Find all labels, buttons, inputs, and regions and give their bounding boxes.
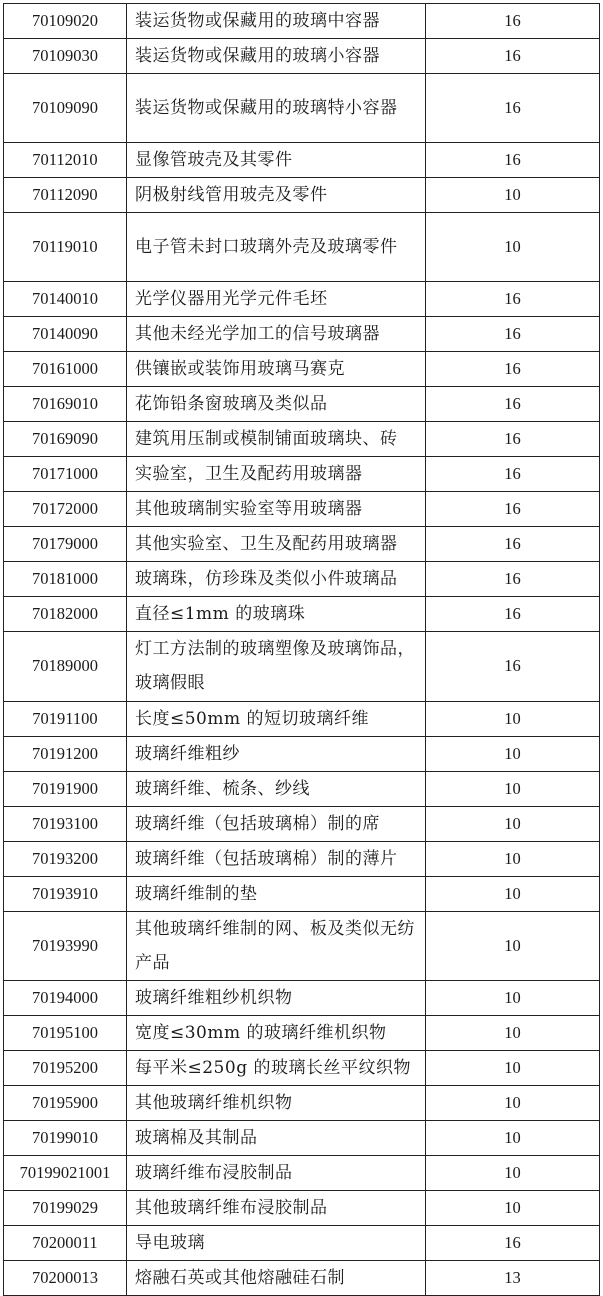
table-row [4,876,600,911]
rate-cell: 10 [426,701,600,736]
rate-cell: 16 [426,1225,600,1260]
rate-cell: 10 [426,771,600,806]
hs-code-cell: 70112090 [4,178,127,213]
table-row [4,422,600,457]
table-row [4,911,600,980]
hs-code-cell: 70179000 [4,527,127,562]
table-row [4,771,600,806]
rate-cell: 16 [426,74,600,143]
tariff-table [3,3,600,1296]
table-row [4,701,600,736]
description-cell: 玻璃纤维制的垫 [127,876,426,911]
rate-cell: 10 [426,1120,600,1155]
hs-code-cell: 70195900 [4,1085,127,1120]
rate-cell: 16 [426,597,600,632]
table-row [4,1155,600,1190]
table-row [4,980,600,1015]
table-row [4,597,600,632]
hs-code-cell: 70140090 [4,317,127,352]
rate-cell: 10 [426,876,600,911]
table-row [4,1225,600,1260]
hs-code-cell: 70193990 [4,911,127,980]
rate-cell: 10 [426,980,600,1015]
hs-code-cell: 70181000 [4,562,127,597]
hs-code-cell: 70109090 [4,74,127,143]
description-cell: 显像管玻壳及其零件 [127,143,426,178]
hs-code-cell: 70199010 [4,1120,127,1155]
rate-cell: 16 [426,457,600,492]
rate-cell: 16 [426,143,600,178]
description-cell: 灯工方法制的玻璃塑像及玻璃饰品，玻璃假眼 [127,632,426,701]
rate-cell: 10 [426,1085,600,1120]
table-row [4,387,600,422]
description-cell: 光学仪器用光学元件毛坯 [127,282,426,317]
rate-cell: 16 [426,352,600,387]
description-cell: 花饰铅条窗玻璃及类似品 [127,387,426,422]
description-cell: 宽度≤30mm 的玻璃纤维机织物 [127,1015,426,1050]
rate-cell: 16 [426,317,600,352]
table-row [4,632,600,701]
description-cell: 每平米≤250g 的玻璃长丝平纹织物 [127,1050,426,1085]
table-row [4,213,600,282]
rate-cell: 16 [426,387,600,422]
rate-cell: 10 [426,736,600,771]
description-cell: 玻璃纤维布浸胶制品 [127,1155,426,1190]
rate-cell: 16 [426,39,600,74]
rate-cell: 10 [426,1050,600,1085]
description-cell: 其他未经光学加工的信号玻璃器 [127,317,426,352]
description-cell: 装运货物或保藏用的玻璃小容器 [127,39,426,74]
description-cell: 玻璃棉及其制品 [127,1120,426,1155]
hs-code-cell: 70189000 [4,632,127,701]
description-cell: 其他玻璃纤维机织物 [127,1085,426,1120]
table-row [4,1260,600,1295]
description-cell: 长度≤50mm 的短切玻璃纤维 [127,701,426,736]
description-cell: 玻璃纤维粗纱 [127,736,426,771]
rate-cell: 10 [426,1015,600,1050]
rate-cell: 10 [426,213,600,282]
table-row [4,527,600,562]
hs-code-cell: 70193910 [4,876,127,911]
description-cell: 玻璃纤维（包括玻璃棉）制的席 [127,806,426,841]
hs-code-cell: 70200011 [4,1225,127,1260]
description-cell: 电子管未封口玻璃外壳及玻璃零件 [127,213,426,282]
hs-code-cell: 70191200 [4,736,127,771]
rate-cell: 10 [426,178,600,213]
description-cell: 玻璃珠，仿珍珠及类似小件玻璃品 [127,562,426,597]
hs-code-cell: 70169010 [4,387,127,422]
description-cell: 其他实验室、卫生及配药用玻璃器 [127,527,426,562]
rate-cell: 13 [426,1260,600,1295]
table-row [4,1190,600,1225]
rate-cell: 10 [426,806,600,841]
description-cell: 供镶嵌或装饰用玻璃马赛克 [127,352,426,387]
description-cell: 熔融石英或其他熔融硅石制 [127,1260,426,1295]
hs-code-cell: 70171000 [4,457,127,492]
rate-cell: 10 [426,1190,600,1225]
hs-code-cell: 70119010 [4,213,127,282]
description-cell: 装运货物或保藏用的玻璃特小容器 [127,74,426,143]
rate-cell: 16 [426,4,600,39]
description-cell: 导电玻璃 [127,1225,426,1260]
table-row [4,178,600,213]
hs-code-cell: 70161000 [4,352,127,387]
rate-cell: 16 [426,282,600,317]
description-cell: 直径≤1mm 的玻璃珠 [127,597,426,632]
description-cell: 建筑用压制或模制铺面玻璃块、砖 [127,422,426,457]
hs-code-cell: 70169090 [4,422,127,457]
hs-code-cell: 70199029 [4,1190,127,1225]
table-row [4,1120,600,1155]
table-row [4,736,600,771]
hs-code-cell: 70194000 [4,980,127,1015]
description-cell: 玻璃纤维、梳条、纱线 [127,771,426,806]
table-row [4,1050,600,1085]
hs-code-cell: 70112010 [4,143,127,178]
table-row [4,4,600,39]
table-row [4,352,600,387]
rate-cell: 16 [426,527,600,562]
table-row [4,143,600,178]
rate-cell: 16 [426,422,600,457]
description-cell: 实验室，卫生及配药用玻璃器 [127,457,426,492]
hs-code-cell: 70199021001 [4,1155,127,1190]
description-cell: 其他玻璃纤维布浸胶制品 [127,1190,426,1225]
hs-code-cell: 70191900 [4,771,127,806]
hs-code-cell: 70195200 [4,1050,127,1085]
description-cell: 其他玻璃纤维制的网、板及类似无纺产品 [127,911,426,980]
table-row [4,492,600,527]
description-cell: 阴极射线管用玻壳及零件 [127,178,426,213]
table-row [4,317,600,352]
table-row [4,74,600,143]
hs-code-cell: 70140010 [4,282,127,317]
rate-cell: 16 [426,562,600,597]
table-row [4,841,600,876]
rate-cell: 10 [426,1155,600,1190]
table-row [4,806,600,841]
hs-code-cell: 70200013 [4,1260,127,1295]
hs-code-cell: 70193200 [4,841,127,876]
hs-code-cell: 70191100 [4,701,127,736]
table-row [4,282,600,317]
rate-cell: 10 [426,911,600,980]
description-cell: 玻璃纤维粗纱机织物 [127,980,426,1015]
hs-code-cell: 70172000 [4,492,127,527]
description-cell: 装运货物或保藏用的玻璃中容器 [127,4,426,39]
table-row [4,1085,600,1120]
table-row [4,39,600,74]
hs-code-cell: 70193100 [4,806,127,841]
hs-code-cell: 70109030 [4,39,127,74]
rate-cell: 16 [426,632,600,701]
hs-code-cell: 70182000 [4,597,127,632]
tariff-table-body [4,4,600,1296]
hs-code-cell: 70109020 [4,4,127,39]
description-cell: 其他玻璃制实验室等用玻璃器 [127,492,426,527]
hs-code-cell: 70195100 [4,1015,127,1050]
rate-cell: 10 [426,841,600,876]
description-cell: 玻璃纤维（包括玻璃棉）制的薄片 [127,841,426,876]
table-row [4,1015,600,1050]
table-row [4,562,600,597]
rate-cell: 16 [426,492,600,527]
table-row [4,457,600,492]
